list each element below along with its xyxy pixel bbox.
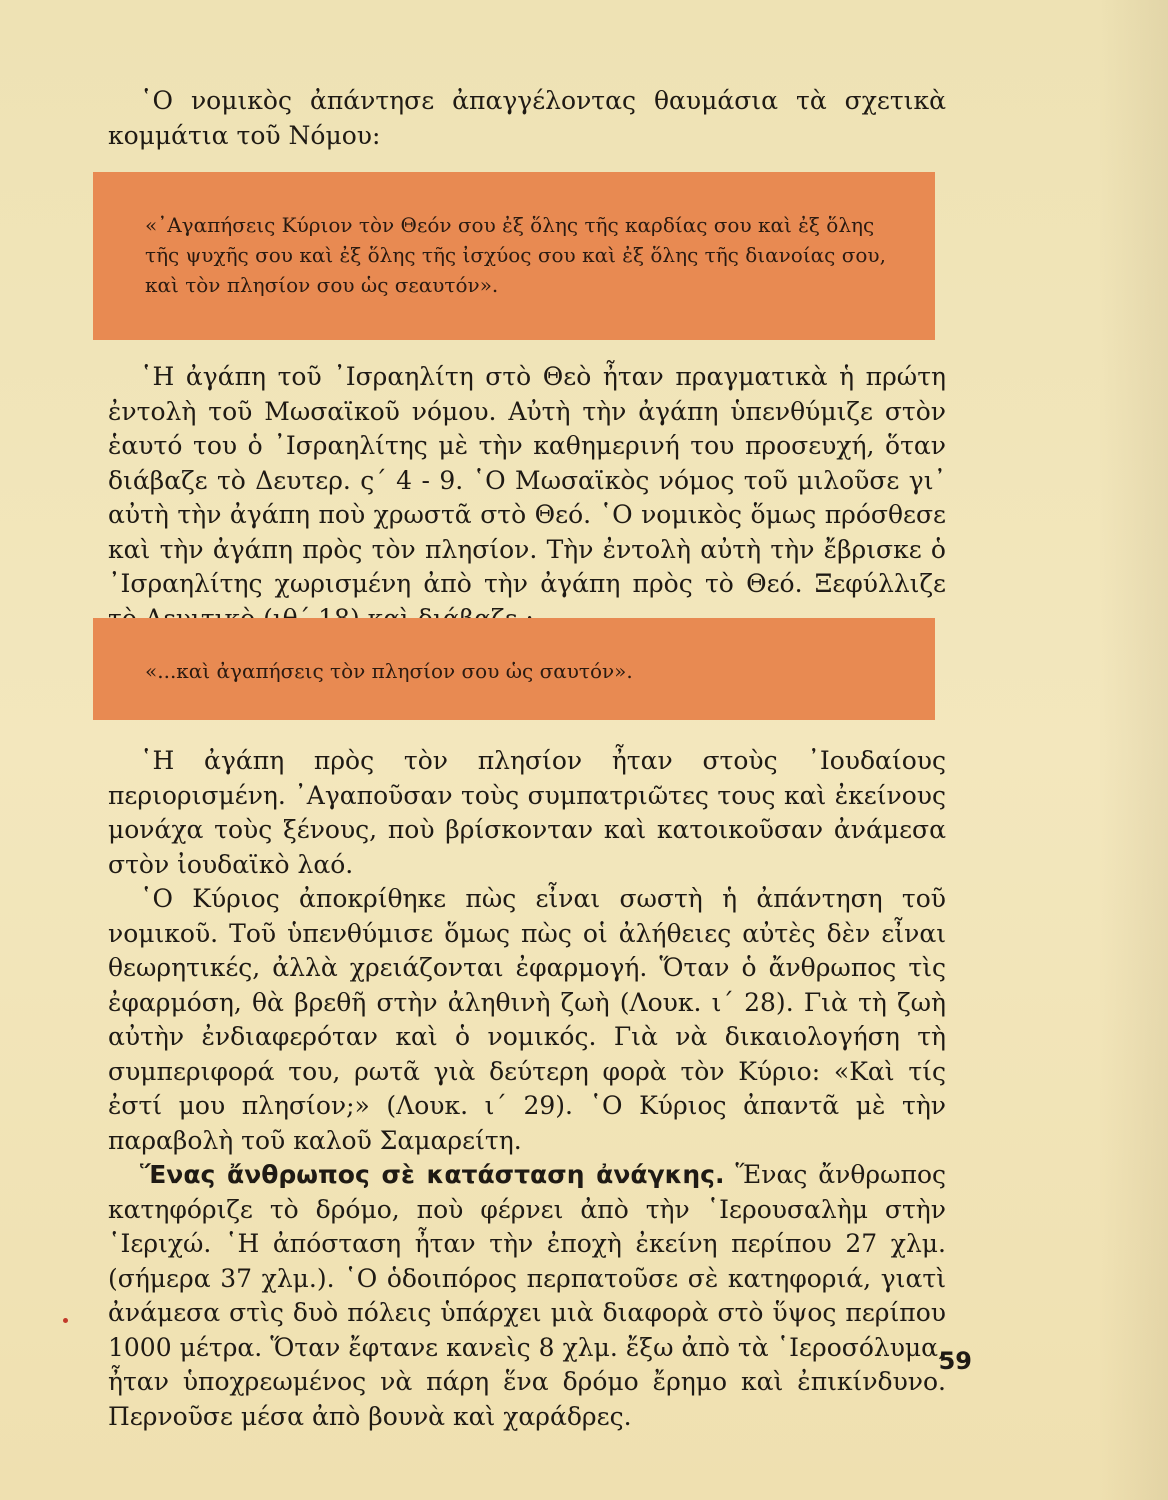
quote-box-1 xyxy=(93,172,935,340)
page-edge-shade xyxy=(1098,0,1168,1500)
page-number: 59 xyxy=(938,1347,972,1375)
body-block-1 xyxy=(108,360,946,636)
section-body-text: Ἕνας ἄνθρωπος κατηφόριζε τὸ δρόμο, ποὺ φέρνει ἀπὸ τὴν ῾Ιερουσαλὴμ στὴν ῾Ιεριχώ. ῾Η ἀπόσταση ἦταν τὴν ἐποχὴ ἐκείνη περίπου 27 χλμ. (σήμερα 37 χλμ.). ῾Ο ὁδοιπόρος περπατοῦσε σὲ κατηφοριά, γιατὶ ἀνάμεσα στὶς δυὸ πόλεις ὑπάρχει μιὰ διαφορὰ στὸ ὕψος περίπου 1000 μέτρα. Ὅταν ἔφτανε κανεὶς 8 χλμ. ἔξω ἀπὸ τὰ ῾Ιεροσόλυμα, ἦταν ὑποχρεωμένος νὰ πάρη ἕνα δρόμο ἔρημο καὶ ἐπικίνδυνο. Περνοῦσε μέσα ἀπὸ βουνὰ καὶ χαράδρες. xyxy=(108,1160,946,1431)
paragraph-love-of-god: ῾Η ἀγάπη τοῦ ᾿Ισραηλίτη στὸ Θεὸ ἦταν πραγματικὰ ἡ πρώτη ἐντολὴ τοῦ Μωσαϊκοῦ νόμου. Αὐτὴ τὴν ἀγάπη ὑπενθύμιζε στὸν ἑαυτό του ὁ ᾿Ισραηλίτης μὲ τὴν καθημερινή του προσευχή, ὅταν διάβαζε τὸ Δευτερ. ς΄ 4 - 9. ῾Ο Μωσαϊκὸς νόμος τοῦ μιλοῦσε γι᾿ αὐτὴ τὴν ἀγάπη ποὺ χρωστᾶ στὸ Θεό. ῾Ο νομικὸς ὅμως πρόσθεσε καὶ τὴν ἀγάπη πρὸς τὸν πλησίον. Τὴν ἐντολὴ αὐτὴ τὴν ἔβρισκε ὁ ᾿Ισραηλίτης χωρισμένη ἀπὸ τὴν ἀγάπη πρὸς τὸ Θεό. Ξεφύλλιζε xyxy=(108,362,946,598)
intro-block xyxy=(108,84,946,153)
quote-text-2: «...καὶ ἀγαπήσεις τὸν πλησίον σου ὡς σαυτόν». xyxy=(145,659,633,683)
quote-text-1: «᾿Αγαπήσεις Κύριον τὸν Θεόν σου ἐξ ὅλης τῆς καρδίας σου καὶ ἐξ ὅλης τῆς ψυχῆς σου καὶ ἐξ ὅλης τῆς ἰσχύος σου καὶ ἐξ ὅλης τῆς διανοίας σου, καὶ τὸν πλησίον σου ὡς σεαυτόν». xyxy=(145,213,886,297)
body-block-2 xyxy=(108,744,946,1434)
paragraph-lord-answer: ῾Ο Κύριος ἀποκρίθηκε πὼς εἶναι σωστὴ ἡ ἀπάντηση τοῦ νομικοῦ. Τοῦ ὑπενθύμισε ὅμως πὼς οἱ ἀλήθειες αὐτὲς δὲν εἶναι θεωρητικές, ἀλλὰ χρειάζονται ἐφαρμογή. Ὅταν ὁ ἄνθρωπος τὶς ἐφαρμόση, θὰ βρεθῆ στὴν ἀληθινὴ ζωὴ (Λουκ. ι΄ 28). Γιὰ τὴ ζωὴ αὐτὴν ἐνδιαφερόταν καὶ ὁ νομικός. Γιὰ νὰ δικαιολογήση τὴ συμπεριφορά του, ρωτᾶ γιὰ δεύτερη φορὰ τὸν Κύριο: «Καὶ τίς ἐστί μου πλησίον;» (Λουκ. ι΄ 29). ῾Ο Κύριος ἀπαντᾶ μὲ τὴν παραβολὴ τοῦ καλοῦ Σαμαρείτη. xyxy=(108,884,946,1155)
quote-box-2 xyxy=(93,618,935,720)
section-lead-heading: Ἕνας ἄνθρωπος σὲ κατάσταση ἀνάγκης. xyxy=(140,1160,725,1189)
intro-paragraph: ῾Ο νομικὸς ἀπάντησε ἀπαγγέλοντας θαυμάσια τὰ σχετικὰ κομμάτια τοῦ Νόμου: xyxy=(108,86,946,150)
paragraph-man-in-need xyxy=(108,1158,946,1434)
paragraph-love-of-neighbour: ῾Η ἀγάπη πρὸς τὸν πλησίον ἦταν στοὺς ᾿Ιουδαίους περιορισμένη. ᾿Αγαποῦσαν τοὺς συμπατριῶτες τους καὶ ἐκείνους μονάχα τοὺς ξένους, ποὺ βρίσκονταν καὶ κατοικοῦσαν ἀνάμεσα στὸν ἰουδαϊκὸ λαό. xyxy=(108,746,946,879)
red-ink-mark xyxy=(63,1318,68,1323)
